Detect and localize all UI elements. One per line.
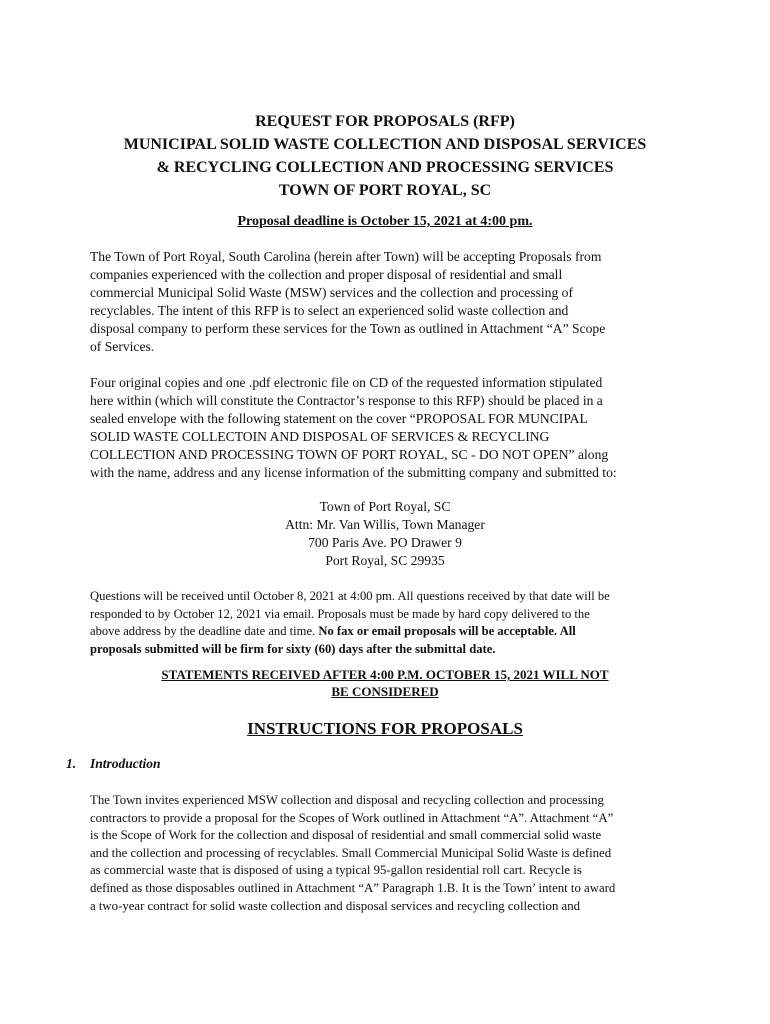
address-line-2: Attn: Mr. Van Willis, Town Manager [285,517,485,533]
paragraph-line: Four original copies and one .pdf electronic file on CD of the requested information stipulated [90,375,603,390]
paragraph-line: defined as those disposables outlined in Attachment “A” Paragraph 1.B. It is the Town’ intent to award [90,880,616,895]
statement-line-1: STATEMENTS RECEIVED AFTER 4:00 P.M. OCTOBER 15, 2021 WILL NOT [161,667,609,682]
paragraph-line [90,623,680,641]
paragraph-line: contractors to provide a proposal for the Scopes of Work outlined in Attachment “A”. Attachment “A” [90,810,614,825]
paragraph-line: The Town invites experienced MSW collection and disposal and recycling collection and processing [90,793,604,807]
title-line-1: REQUEST FOR PROPOSALS (RFP) [255,113,515,130]
proposal-deadline: Proposal deadline is October 15, 2021 at 4:00 pm. [237,214,533,229]
paragraph-introduction [90,792,680,915]
section-title: Introduction [90,756,161,771]
paragraph-line: here within (which will constitute the Contractor’s response to this RFP) should be placed in a [90,393,603,409]
paragraph-line: commercial Municipal Solid Waste (MSW) services and the collection and processing of [90,285,573,301]
section-heading: INSTRUCTIONS FOR PROPOSALS [247,719,523,738]
paragraph-line: sealed envelope with the following statement on the cover “PROPOSAL FOR MUNCIPAL [90,411,588,427]
paragraph-bold-text: proposals submitted will be firm for sixty (60) days after the submittal date. [90,641,496,656]
paragraph-questions [90,588,680,658]
paragraph-line: COLLECTION AND PROCESSING TOWN OF PORT ROYAL, SC - DO NOT OPEN” along [90,447,609,463]
document-title [0,110,770,202]
paragraph-line: SOLID WASTE COLLECTOIN AND DISPOSAL OF SERVICES & RECYCLING [90,429,550,445]
paragraph-line: disposal company to perform these services for the Town as outlined in Attachment “A” Scope [90,321,606,337]
paragraph-line: companies experienced with the collection and proper disposal of residential and small [90,267,563,283]
address-line-1: Town of Port Royal, SC [319,499,451,514]
paragraph-line: Questions will be received until October 8, 2021 at 4:00 pm. All questions received by that date will be [90,589,610,603]
paragraph-line: as commercial waste that is disposed of using a typical 95-gallon residential roll cart. Recycle is [90,863,582,878]
paragraph-line: and the collection and processing of recyclables. Small Commercial Municipal Solid Waste is defined [90,845,612,860]
paragraph-bold-text: No fax or email proposals will be acceptable. All [318,624,576,638]
paragraph-line: a two-year contract for solid waste collection and disposal services and recycling collection and [90,898,581,913]
title-line-3: & RECYCLING COLLECTION AND PROCESSING SERVICES [156,159,614,176]
title-line-4: TOWN OF PORT ROYAL, SC [278,182,492,199]
statement-line-2: BE CONSIDERED [331,684,439,699]
paragraph-line: of Services. [90,339,155,355]
paragraph-line: responded to by October 12, 2021 via email. Proposals must be made by hard copy delivered to the [90,606,590,621]
paragraph-line: is the Scope of Work for the collection and disposal of residential and small commercial solid waste [90,828,602,843]
address-line-3: 700 Paris Ave. PO Drawer 9 [308,535,462,551]
address-line-4: Port Royal, SC 29935 [325,553,445,569]
paragraph-submission [90,374,680,483]
late-submission-statement [115,666,655,700]
paragraph-line [90,641,680,659]
paragraph-line: recyclables. The intent of this RFP is to select an experienced solid waste collection and [90,303,569,319]
paragraph-line: with the name, address and any license information of the submitting company and submitted to: [90,465,617,481]
section-number: 1. [66,756,77,771]
title-line-2: MUNICIPAL SOLID WASTE COLLECTION AND DISPOSAL SERVICES [123,136,647,153]
mailing-address [0,498,770,570]
paragraph-line: The Town of Port Royal, South Carolina (herein after Town) will be accepting Proposals from [90,249,602,264]
introduction-heading [66,756,161,772]
paragraph-intro [90,248,680,357]
paragraph-text: above address by the deadline date and time. [90,624,319,638]
